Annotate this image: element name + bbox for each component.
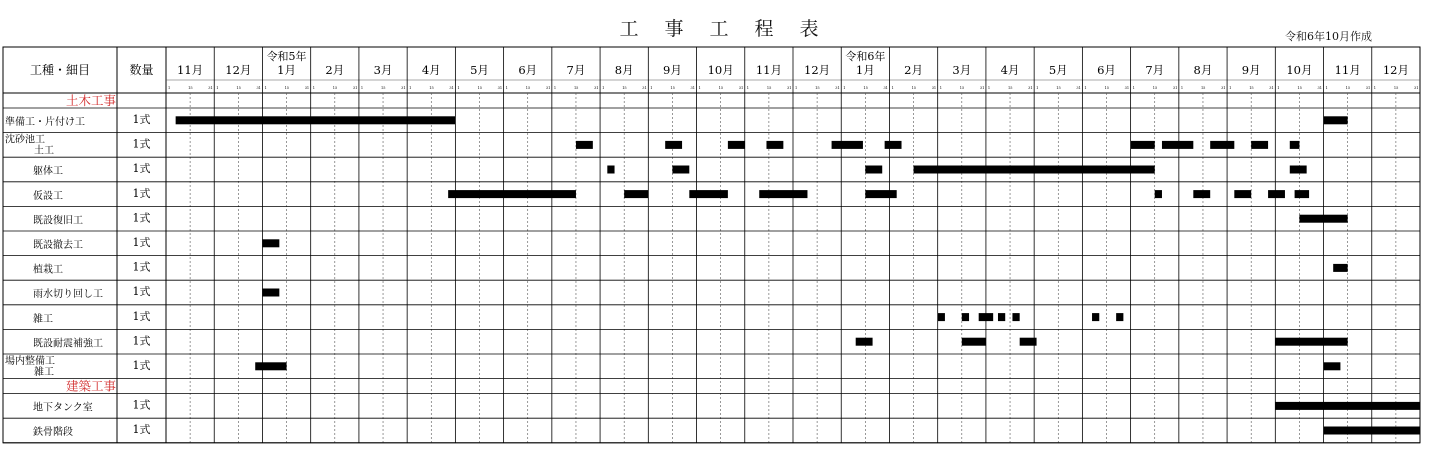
qty-value: 1式 xyxy=(132,162,151,176)
qty-value: 1式 xyxy=(132,186,151,200)
section-title: 土木工事 xyxy=(66,93,117,108)
day-tick: 15 xyxy=(959,86,965,90)
work-item-name: 植栽工 xyxy=(33,264,63,276)
title-char: 工 xyxy=(619,18,641,40)
schedule-bar xyxy=(1324,427,1420,435)
schedule-bar xyxy=(1324,116,1348,124)
schedule-bar xyxy=(1193,190,1210,198)
schedule-bar xyxy=(1020,338,1037,346)
title-char: 程 xyxy=(754,18,776,40)
schedule-bar xyxy=(665,141,682,149)
month-label: 10月 xyxy=(1286,63,1313,77)
schedule-bar xyxy=(624,190,648,198)
work-item-name: 雑工 xyxy=(34,367,54,378)
schedule-bar xyxy=(1012,313,1019,321)
schedule-bar xyxy=(255,362,286,370)
work-item-name: 土工 xyxy=(34,145,54,157)
work-item-name: 仮設工 xyxy=(33,190,63,202)
day-tick: 31 xyxy=(1317,86,1323,90)
day-tick: 1 xyxy=(1084,86,1087,90)
day-tick: 1 xyxy=(698,86,701,90)
day-tick: 31 xyxy=(835,86,840,90)
work-item-name: 既設復旧工 xyxy=(33,215,83,227)
day-tick: 1 xyxy=(939,86,942,90)
day-tick: 1 xyxy=(1132,86,1135,90)
qty-value: 1式 xyxy=(132,334,151,348)
schedule-bar xyxy=(262,239,279,247)
day-tick: 15 xyxy=(1345,86,1351,90)
day-tick: 1 xyxy=(505,86,508,90)
day-tick: 31 xyxy=(642,86,647,90)
schedule-bar xyxy=(1275,402,1420,410)
schedule-bar xyxy=(1299,215,1347,223)
month-label: 11月 xyxy=(177,63,204,77)
schedule-bar xyxy=(448,190,576,198)
schedule-bar xyxy=(979,313,993,321)
day-tick: 31 xyxy=(256,86,261,90)
work-item-name: 準備工・片付け工 xyxy=(5,117,85,128)
title-char: 工 xyxy=(709,18,731,40)
schedule-bar xyxy=(962,338,986,346)
day-tick: 1 xyxy=(553,86,557,90)
title-char: 表 xyxy=(799,18,821,40)
qty-value: 1式 xyxy=(132,113,151,126)
work-item-name: 雨水切り回し工 xyxy=(33,289,103,301)
schedule-bar xyxy=(728,141,745,149)
day-tick: 1 xyxy=(264,86,267,90)
month-label: 5月 xyxy=(1048,63,1068,77)
work-item-name: 鉄骨階段 xyxy=(33,427,73,439)
day-tick: 15 xyxy=(1008,86,1013,90)
day-tick: 15 xyxy=(525,86,531,90)
work-item-name: 既設撤去工 xyxy=(33,240,83,251)
day-tick: 15 xyxy=(477,86,482,90)
schedule-bar xyxy=(914,166,1155,174)
day-tick: 31 xyxy=(1172,86,1178,90)
schedule-bar xyxy=(1290,166,1307,174)
day-tick: 1 xyxy=(987,86,991,90)
day-tick: 31 xyxy=(594,86,599,90)
day-tick: 31 xyxy=(787,86,792,90)
day-tick: 15 xyxy=(911,86,917,90)
month-label: 5月 xyxy=(470,63,489,77)
day-tick: 1 xyxy=(457,86,460,90)
month-label: 1月 xyxy=(277,63,296,77)
work-item-name: 場内整備工 xyxy=(5,356,55,367)
day-tick: 15 xyxy=(1393,86,1399,90)
schedule-bar xyxy=(1290,141,1300,149)
schedule-bar xyxy=(689,190,728,198)
month-label: 6月 xyxy=(1097,63,1116,77)
qty-value: 1式 xyxy=(132,137,151,151)
schedule-bar xyxy=(262,289,279,297)
day-tick: 15 xyxy=(815,86,820,90)
month-label: 12月 xyxy=(804,63,831,77)
work-item-name: 躯体工 xyxy=(33,166,63,178)
day-tick: 31 xyxy=(352,86,358,90)
day-tick: 1 xyxy=(168,86,171,90)
month-label: 4月 xyxy=(421,63,441,77)
schedule-bar xyxy=(766,141,783,149)
schedule-bar xyxy=(1234,190,1251,198)
day-tick: 31 xyxy=(1269,86,1274,90)
month-label: 11月 xyxy=(755,63,782,77)
schedule-bar xyxy=(1295,190,1309,198)
month-label: 2月 xyxy=(325,63,345,77)
month-label: 7月 xyxy=(1145,63,1165,77)
day-tick: 1 xyxy=(1373,86,1377,90)
day-tick: 31 xyxy=(931,86,937,90)
day-tick: 15 xyxy=(332,86,338,90)
day-tick: 15 xyxy=(670,86,675,90)
schedule-bar xyxy=(832,141,863,149)
schedule-bar xyxy=(856,338,873,346)
day-tick: 31 xyxy=(1414,86,1419,90)
month-label: 8月 xyxy=(1193,63,1213,77)
schedule-bar xyxy=(1092,313,1099,321)
day-tick: 15 xyxy=(573,86,579,90)
day-tick: 15 xyxy=(718,86,724,90)
day-tick: 1 xyxy=(1036,86,1039,90)
day-tick: 31 xyxy=(497,86,503,90)
month-label: 8月 xyxy=(614,63,634,77)
schedule-bar xyxy=(865,166,882,174)
qty-value: 1式 xyxy=(132,211,151,225)
day-tick: 15 xyxy=(429,86,434,90)
work-item-name: 沈砂池工 xyxy=(5,134,45,146)
schedule-bar xyxy=(176,116,456,124)
schedule-bar xyxy=(672,166,689,174)
qty-value: 1式 xyxy=(132,309,151,323)
day-tick: 15 xyxy=(1056,86,1061,90)
day-tick: 15 xyxy=(236,86,241,90)
month-label: 2月 xyxy=(904,63,923,77)
day-tick: 1 xyxy=(843,86,846,90)
day-tick: 1 xyxy=(795,86,798,90)
day-tick: 1 xyxy=(216,86,219,90)
month-label: 12月 xyxy=(1382,63,1409,77)
work-item-name: 地下タンク室 xyxy=(33,402,93,414)
day-tick: 1 xyxy=(1277,86,1280,90)
day-tick: 15 xyxy=(188,86,193,90)
day-tick: 15 xyxy=(1297,86,1302,90)
day-tick: 15 xyxy=(863,86,868,90)
schedule-bar xyxy=(1251,141,1268,149)
qty-value: 1式 xyxy=(132,285,151,299)
day-tick: 15 xyxy=(381,86,386,90)
schedule-bar xyxy=(1116,313,1123,321)
day-tick: 31 xyxy=(449,86,454,90)
schedule-bar xyxy=(1162,141,1193,149)
era-label: 令和5年 xyxy=(266,50,307,63)
schedule-bar xyxy=(1210,141,1234,149)
qty-value: 1式 xyxy=(132,359,151,372)
day-tick: 31 xyxy=(1124,86,1130,90)
schedule-bar xyxy=(1131,141,1155,149)
day-tick: 31 xyxy=(1365,86,1371,90)
day-tick: 1 xyxy=(602,86,605,90)
schedule-bar xyxy=(1333,264,1347,272)
schedule-bar xyxy=(1275,338,1347,346)
day-tick: 1 xyxy=(409,86,412,90)
qty-header: 数量 xyxy=(129,63,154,77)
day-tick: 31 xyxy=(883,86,888,90)
day-tick: 1 xyxy=(1229,86,1232,90)
day-tick: 31 xyxy=(401,86,406,90)
month-label: 9月 xyxy=(1241,63,1261,77)
day-tick: 1 xyxy=(360,86,364,90)
day-tick: 31 xyxy=(1221,86,1226,90)
qty-value: 1式 xyxy=(132,260,151,274)
qty-value: 1式 xyxy=(132,236,151,249)
era-label: 令和6年 xyxy=(845,50,886,63)
day-tick: 15 xyxy=(1152,86,1158,90)
month-label: 9月 xyxy=(663,63,682,77)
schedule-bar xyxy=(607,166,614,174)
schedule-bar xyxy=(1268,190,1285,198)
day-tick: 31 xyxy=(545,86,551,90)
schedule-bar xyxy=(938,313,945,321)
schedule-bar xyxy=(998,313,1005,321)
title-char: 事 xyxy=(664,18,686,40)
schedule-bar xyxy=(1324,362,1341,370)
month-label: 10月 xyxy=(707,63,734,77)
work-type-header: 工種・細目 xyxy=(29,63,91,77)
day-tick: 31 xyxy=(690,86,696,90)
month-label: 4月 xyxy=(1000,63,1020,77)
day-tick: 31 xyxy=(738,86,744,90)
day-tick: 15 xyxy=(766,86,772,90)
day-tick: 1 xyxy=(746,86,750,90)
creation-date: 令和6年10月作成 xyxy=(1285,30,1372,43)
month-label: 11月 xyxy=(1334,63,1361,77)
schedule-bar xyxy=(759,190,807,198)
table-frame xyxy=(3,47,1420,443)
month-label: 1月 xyxy=(855,63,875,77)
month-label: 7月 xyxy=(566,63,586,77)
day-tick: 1 xyxy=(650,86,653,90)
schedule-bar xyxy=(865,190,896,198)
day-tick: 31 xyxy=(304,86,310,90)
month-label: 3月 xyxy=(952,63,972,77)
day-tick: 15 xyxy=(622,86,627,90)
schedule-bar xyxy=(576,141,593,149)
work-item-name: 雑工 xyxy=(33,313,53,325)
qty-value: 1式 xyxy=(132,423,151,437)
qty-value: 1式 xyxy=(132,398,151,412)
month-label: 12月 xyxy=(225,63,252,77)
day-tick: 1 xyxy=(1180,86,1184,90)
day-tick: 15 xyxy=(1104,86,1109,90)
day-tick: 15 xyxy=(1249,86,1254,90)
day-tick: 31 xyxy=(208,86,213,90)
day-tick: 15 xyxy=(1200,86,1206,90)
month-label: 6月 xyxy=(518,63,538,77)
schedule-bar xyxy=(1155,190,1162,198)
schedule-bar xyxy=(962,313,969,321)
day-tick: 1 xyxy=(1325,86,1328,90)
day-tick: 1 xyxy=(312,86,315,90)
day-tick: 31 xyxy=(1028,86,1033,90)
month-label: 3月 xyxy=(373,63,393,77)
day-tick: 31 xyxy=(1076,86,1081,90)
day-tick: 1 xyxy=(891,86,894,90)
work-item-name: 既設耐震補強工 xyxy=(33,338,103,350)
schedule-bar xyxy=(885,141,902,149)
section-title: 建築工事 xyxy=(66,378,117,394)
day-tick: 15 xyxy=(284,86,290,90)
day-tick: 31 xyxy=(979,86,985,90)
